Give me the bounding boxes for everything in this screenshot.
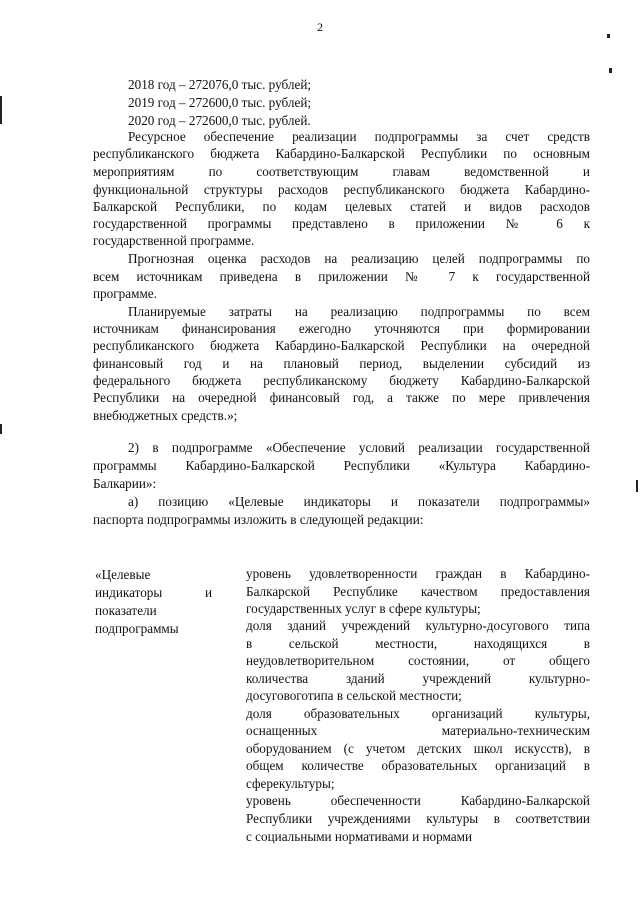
scan-dot	[607, 34, 610, 38]
forecast-paragraph-line: программе.	[93, 286, 157, 301]
table-right-cell-line: оснащенных материально-техническим	[246, 723, 590, 738]
table-left-cell-line: подпрограммы	[95, 621, 179, 636]
item2-paragraph-line: Балкарии»:	[93, 476, 157, 491]
resource-paragraph-line: Балкарской Республики, по кодам целевых статей и видов расходов	[93, 199, 590, 214]
page-number: 2	[317, 20, 323, 34]
table-right-cell-line: с социальными нормативами и нормами	[246, 829, 473, 844]
resource-paragraph-line: Ресурсное обеспечение реализации подпрограммы за счет средств	[128, 129, 590, 144]
resource-paragraph-line: государственной программе.	[93, 233, 255, 248]
funding-line-2019: 2019 год – 272600,0 тыс. рублей;	[128, 95, 312, 110]
table-right-cell-line: Республики учреждениями культуры в соответствии	[246, 811, 590, 826]
forecast-paragraph-line: Прогнозная оценка расходов на реализацию целей подпрограммы по	[128, 251, 590, 266]
itema-paragraph-line: а) позицию «Целевые индикаторы и показатели подпрограммы»	[128, 494, 590, 509]
funding-line-2018: 2018 год – 272076,0 тыс. рублей;	[128, 77, 312, 92]
planned-paragraph-line: республиканского бюджета Кабардино-Балкарской Республики на очередной	[93, 338, 590, 353]
scan-dot	[609, 68, 612, 73]
resource-paragraph-line: республиканского бюджета Кабардино-Балкарской Республики по основным	[93, 146, 590, 161]
planned-paragraph-line: внебюджетных средств.»;	[93, 408, 238, 423]
table-left-cell-line: показатели	[95, 603, 157, 618]
item2-paragraph-line: программы Кабардино-Балкарской Республики «Культура Кабардино-	[93, 458, 590, 473]
itema-paragraph-line: паспорта подпрограммы изложить в следующей редакции:	[93, 512, 424, 527]
table-right-cell-line: оборудованием (с учетом детских школ искусств), в	[246, 741, 590, 756]
planned-paragraph-line: Республики на очередной финансовый год, а также по мере привлечения	[93, 390, 590, 405]
table-right-cell-line: уровень обеспеченности Кабардино-Балкарской	[246, 793, 590, 808]
table-right-cell-line: количества зданий учреждений культурно-	[246, 671, 590, 686]
forecast-paragraph-line: всем источникам приведена в приложении № 7 к государственной	[93, 269, 590, 284]
table-right-cell-line: в сельской местности, находящихся в	[246, 636, 590, 651]
table-right-cell-line: уровень удовлетворенности граждан в Кабардино-	[246, 566, 590, 581]
item2-paragraph-line: 2) в подпрограмме «Обеспечение условий реализации государственной	[128, 440, 590, 455]
table-right-cell-line: сферекультуры;	[246, 776, 335, 791]
table-right-cell-line: общем количестве образовательных организаций в	[246, 758, 590, 773]
resource-paragraph-line: функциональной структуры расходов республиканского бюджета Кабардино-	[93, 182, 590, 197]
planned-paragraph-line: источникам финансирования ежегодно уточняются при формировании	[93, 321, 590, 336]
resource-paragraph-line: мероприятиям по соответствующим главам ведомственной и	[93, 164, 590, 179]
scan-edge-mark	[0, 96, 2, 124]
funding-line-2020: 2020 год – 272600,0 тыс. рублей.	[128, 113, 311, 128]
table-left-cell-line: индикаторы и	[95, 585, 212, 600]
planned-paragraph-line: Планируемые затраты на реализацию подпрограммы по всем	[128, 304, 590, 319]
resource-paragraph-line: государственной программы представлено в приложении № 6 к	[93, 216, 590, 231]
scan-edge-mark	[636, 480, 638, 492]
table-right-cell-line: государственных услуг в сфере культуры;	[246, 601, 481, 616]
table-right-cell-line: досуговоготипа в сельской местности;	[246, 688, 462, 703]
table-right-cell-line: неудовлетворительном состоянии, от общего	[246, 653, 590, 668]
planned-paragraph-line: финансовый год и на плановый период, выделении субсидий из	[93, 356, 590, 371]
table-left-cell-line: «Целевые	[95, 567, 151, 582]
table-right-cell-line: доля зданий учреждений культурно-досугового типа	[246, 618, 590, 633]
scan-edge-mark	[0, 424, 2, 434]
table-right-cell-line: доля образовательных организаций культуры,	[246, 706, 590, 721]
table-right-cell-line: Балкарской Республике качеством предоставления	[246, 584, 590, 599]
planned-paragraph-line: федерального бюджета республиканскому бюджету Кабардино-Балкарской	[93, 373, 590, 388]
